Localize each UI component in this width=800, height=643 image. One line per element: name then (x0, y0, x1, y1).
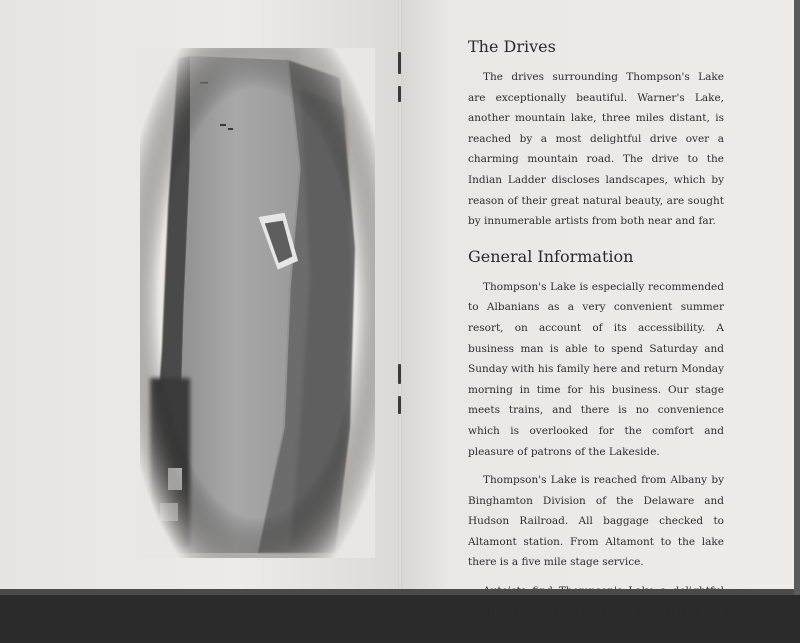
lake-photograph (140, 48, 375, 558)
staple-bottom-a (398, 364, 401, 384)
scan-bottom-edge (0, 589, 800, 595)
text-column (468, 36, 724, 643)
paragraph-info-3: run from Albany over the newly completed New Salem (468, 605, 724, 639)
paragraph-info-2: Thompson's Lake is reached from Albany by Binghamton Division of the Delaware and Hudson Railroad. All baggage checked to Altamont station. From Altamont to the lake there is a five mile stage service. (468, 474, 724, 569)
heading-the-drives: The Drives (468, 37, 556, 56)
paragraph-info-1: Thompson's Lake is especially recommended to Albanians as a very convenient summer resort, on account of its accessibility. A business man is able to spend Saturday and Sunday with his family here and return Monday morning in time for his business. Our stage meets trains, and there is no convenience which is overlooked for the comfort and pleasure of patrons of the Lakeside. (468, 280, 724, 458)
staple-top-a (398, 52, 401, 74)
staple-bottom-b (398, 396, 401, 414)
heading-general-information: General Information (468, 246, 634, 266)
staple-top-b (398, 86, 401, 102)
left-page (0, 0, 400, 595)
scan-right-edge (794, 0, 800, 595)
lake-photo-image (140, 48, 375, 558)
paragraph-drives: The drives surrounding Thompson's Lake are exceptionally beautiful. Warner's Lake, another mountain lake, three miles distant, is reached by a most delightful drive over a charming mountain road. The drive to the Indian Ladder discloses landscapes, which by reason of their great natural beauty, are sought by innumerable artists from both near and far. (468, 71, 724, 228)
